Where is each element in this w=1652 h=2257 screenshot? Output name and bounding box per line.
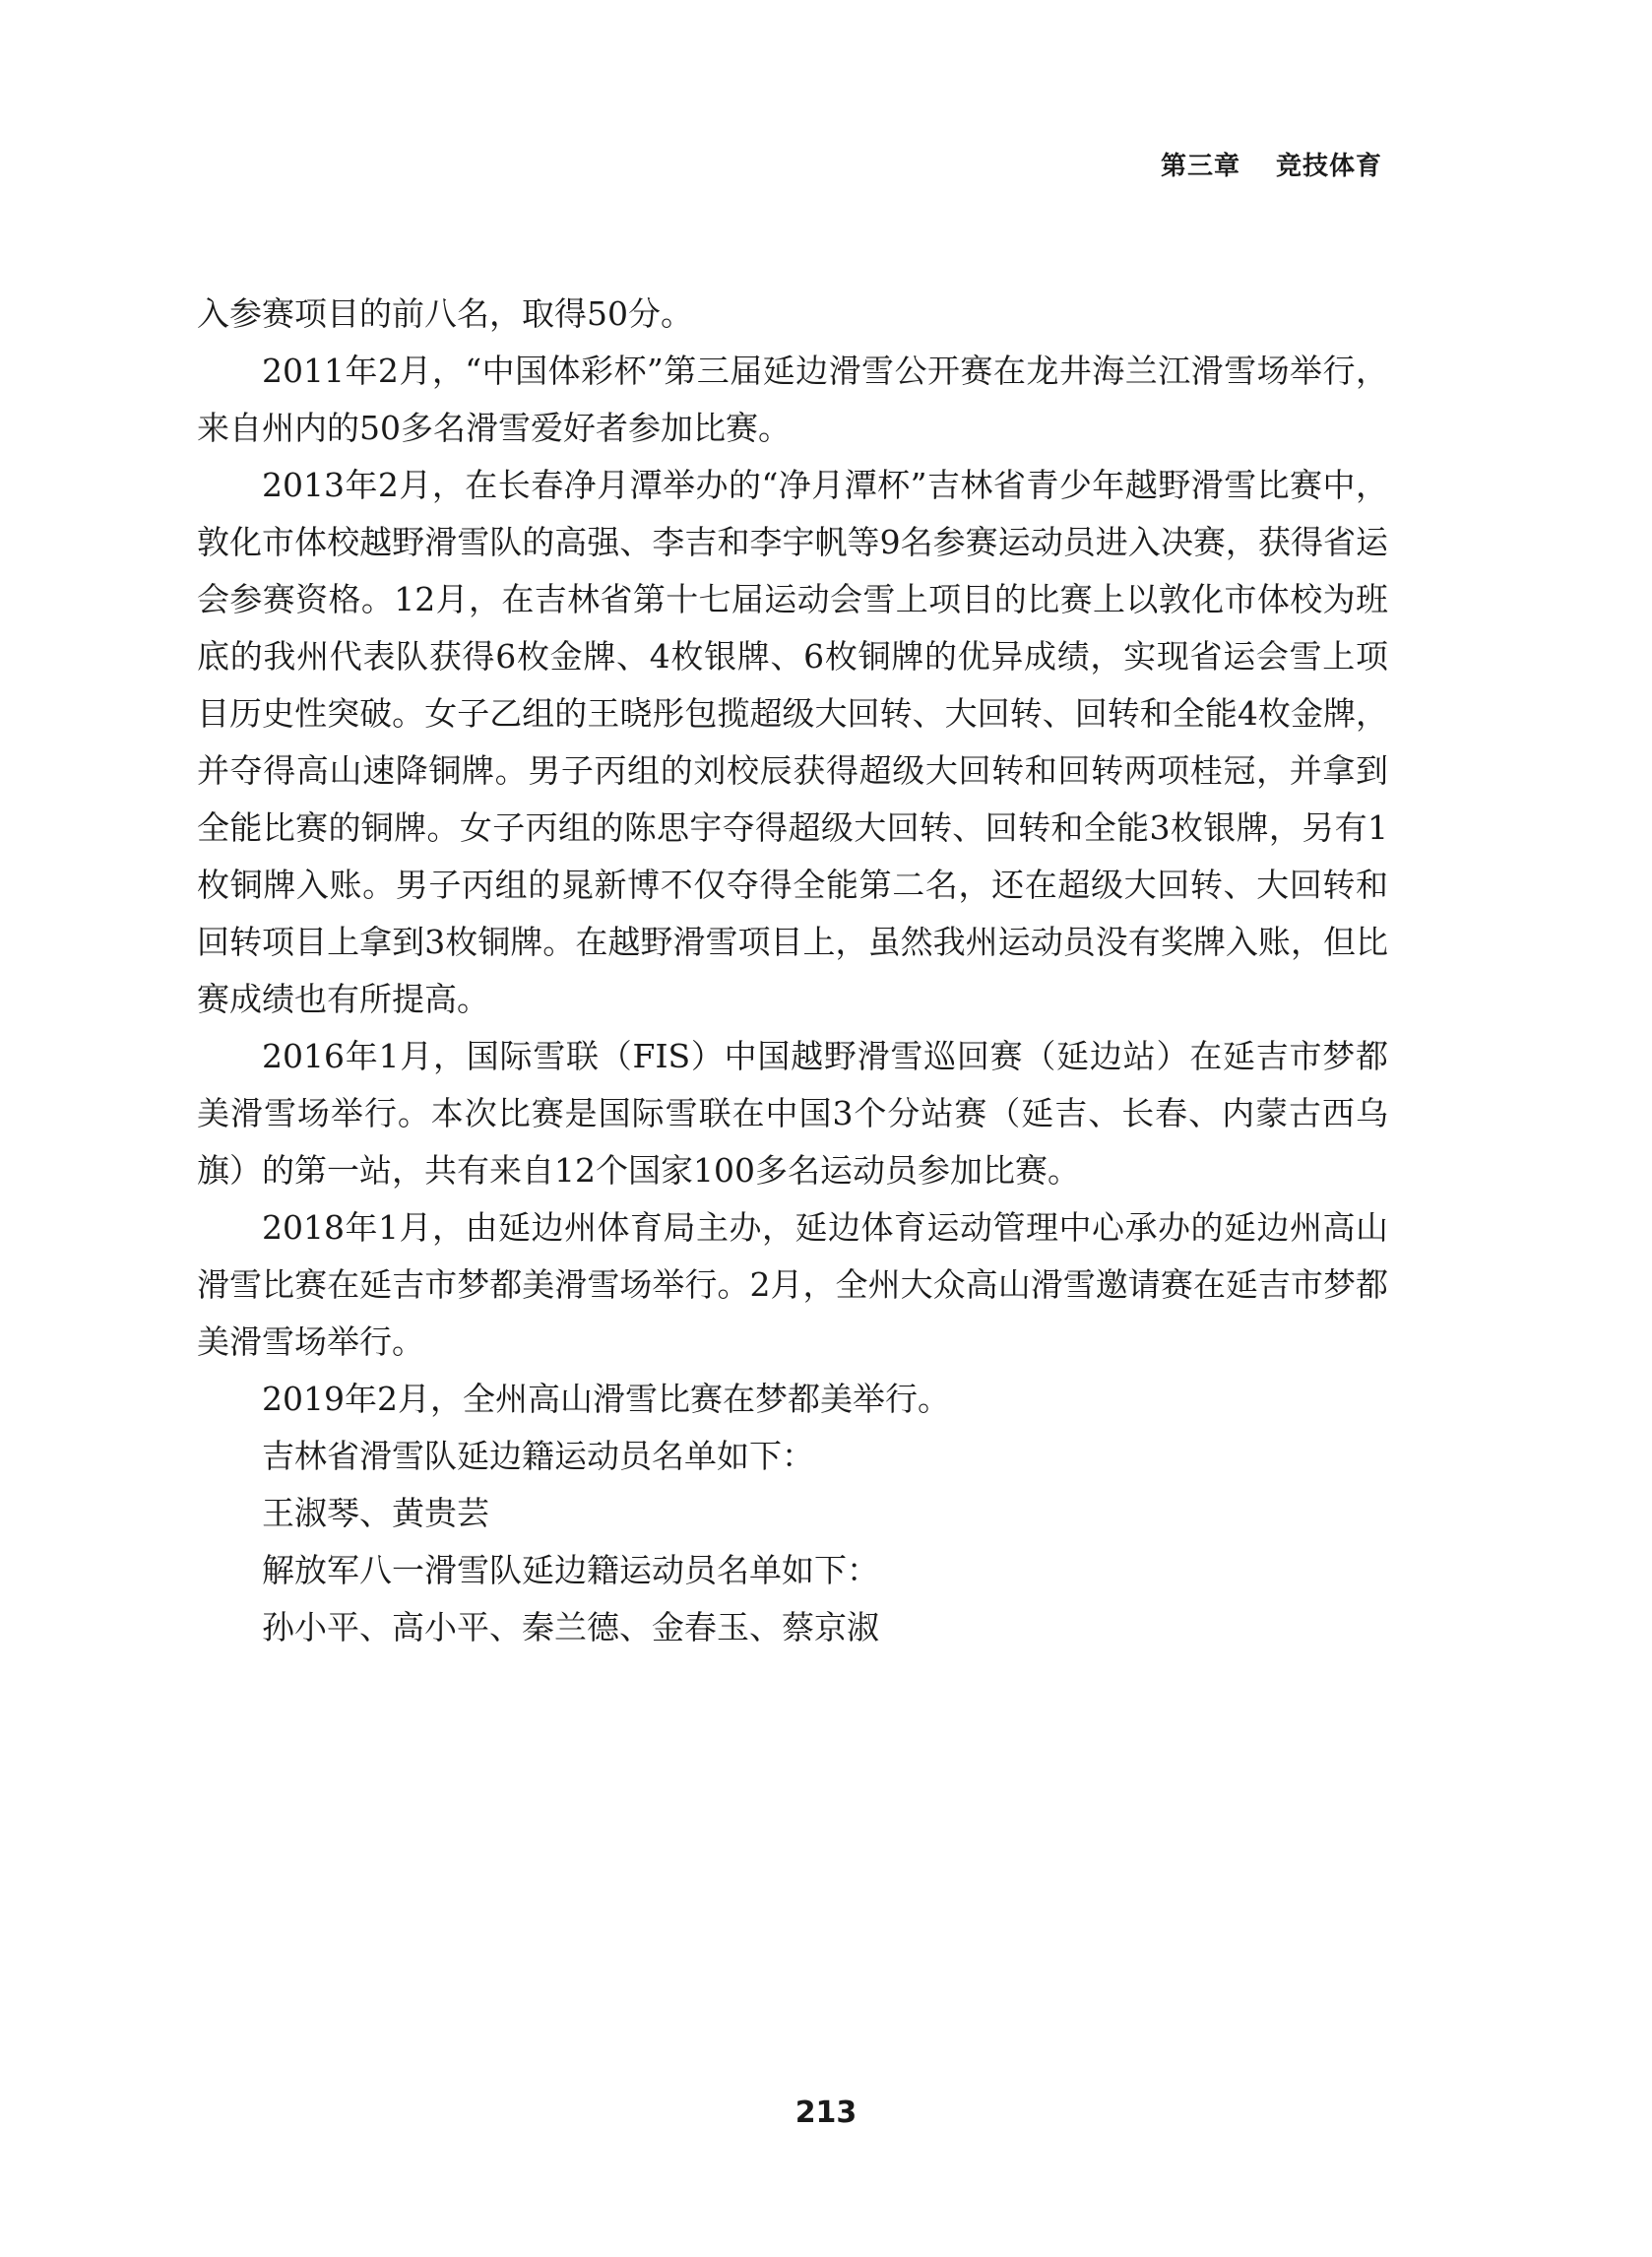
page-number: 213 [794, 2096, 858, 2130]
paragraph: 2016年1月，国际雪联（FIS）中国越野滑雪巡回赛（延边站）在延吉市梦都美滑雪场举行。本次比赛是国际雪联在中国3个分站赛（延吉、长春、内蒙古西乌旗）的第一站，共有来自12个国家100多名运动员参加比赛。 [197, 1037, 1388, 1190]
body-text [197, 286, 1388, 1656]
paragraph: 解放军八一滑雪队延边籍运动员名单如下： [262, 1551, 879, 1589]
chapter-title: 竞技体育 [1275, 152, 1382, 181]
chapter-label: 第三章 [1160, 152, 1240, 181]
running-header [1161, 146, 1382, 182]
paragraph: 入参赛项目的前八名，取得50分。 [197, 294, 693, 333]
paragraph: 孙小平、高小平、秦兰德、金春玉、蔡京淑 [262, 1608, 879, 1646]
paragraph: 2013年2月，在长春净月潭举办的“净月潭杯”吉林省青少年越野滑雪比赛中，敦化市体校越野滑雪队的高强、李吉和李宇帆等9名参赛运动员进入决赛，获得省运会参赛资格。12月，在吉林省第十七届运动会雪上项目的比赛上以敦化市体校为班底的我州代表队获得6枚金牌、4枚银牌、6枚铜牌的优异成绩，实现省运会雪上项目历史性突破。女子乙组的王晓彤包揽超级大回转、大回转、回转和全能4枚金牌，并夺得高山速降铜牌。男子丙组的刘校辰获得超级大回转和回转两项桂冠，并拿到全能比赛的铜牌。女子丙组的陈思宇夺得超级大回转、回转和全能3枚银牌，另有1枚铜牌入账。男子丙组的晁新博不仅夺得全能第二名，还在超级大回转、大回转和回转项目上拿到3枚铜牌。在越野滑雪项目上，虽然我州运动员没有奖牌入账，但比赛成绩也有所提高。 [197, 466, 1388, 1018]
paragraph: 吉林省滑雪队延边籍运动员名单如下： [262, 1437, 814, 1475]
paragraph: 王淑琴、黄贵芸 [262, 1494, 489, 1532]
paragraph: 2011年2月，“中国体彩杯”第三届延边滑雪公开赛在龙井海兰江滑雪场举行，来自州内的50多名滑雪爱好者参加比赛。 [197, 352, 1388, 447]
paragraph: 2018年1月，由延边州体育局主办，延边体育运动管理中心承办的延边州高山滑雪比赛在延吉市梦都美滑雪场举行。2月，全州大众高山滑雪邀请赛在延吉市梦都美滑雪场举行。 [197, 1208, 1388, 1361]
paragraph: 2019年2月，全州高山滑雪比赛在梦都美举行。 [262, 1380, 950, 1418]
